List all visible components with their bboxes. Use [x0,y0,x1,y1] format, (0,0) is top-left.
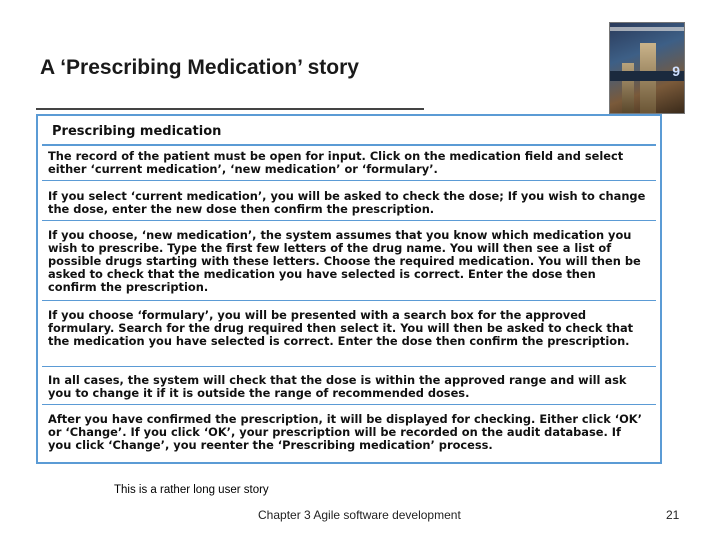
story-paragraph: In all cases, the system will check that the dose is within the approved range and will ask you to change it if it is outside the range of recommended doses. [48,373,627,400]
cover-edition-mark: 9 [672,63,680,79]
title-underline [36,108,424,110]
paragraph-divider [42,180,656,181]
slide-title: A ‘Prescribing Medication’ story [40,56,359,79]
user-story-box [36,114,662,464]
story-paragraph: If you choose, ‘new medication’, the system assumes that you know which medication you wish to prescribe. Type the first few letters of the drug name. You will then see a list of possible drugs starting with these letters. Choose the required medication. You will then be asked to check that the medication you have selected is correct. Enter the dose then confirm the prescription. [48,228,641,294]
paragraph-divider [42,220,656,221]
story-paragraph: If you choose ‘formulary’, you will be presented with a search box for the approved formulary. Search for the drug required then select it. You will then be asked to check that the medication you have selected is correct. Enter the dose then confirm the prescription. [48,308,634,348]
heading-divider [42,144,656,146]
story-heading: Prescribing medication [52,124,222,139]
book-cover-image [609,22,685,114]
paragraph-divider [42,366,656,367]
story-paragraph: If you select ‘current medication’, you will be asked to check the dose; If you wish to change the dose, enter the new dose then confirm the prescription. [48,189,646,216]
slide-caption: This is a rather long user story [114,484,269,496]
paragraph-divider [42,300,656,301]
paragraph-divider [42,404,656,405]
page-number: 21 [666,508,680,522]
cover-stripe [610,27,684,31]
footer-chapter: Chapter 3 Agile software development [258,508,461,522]
story-paragraph: After you have confirmed the prescription, it will be displayed for checking. Either click ‘OK’ or ‘Change’. If you click ‘OK’, your prescription will be recorded on the audit database. If you click ‘Change’, you reenter the ‘Prescribing medication’ process. [48,412,642,452]
story-paragraph: The record of the patient must be open for input. Click on the medication field and select either ‘current medication’, ‘new medication’ or ‘formulary’. [48,149,624,176]
